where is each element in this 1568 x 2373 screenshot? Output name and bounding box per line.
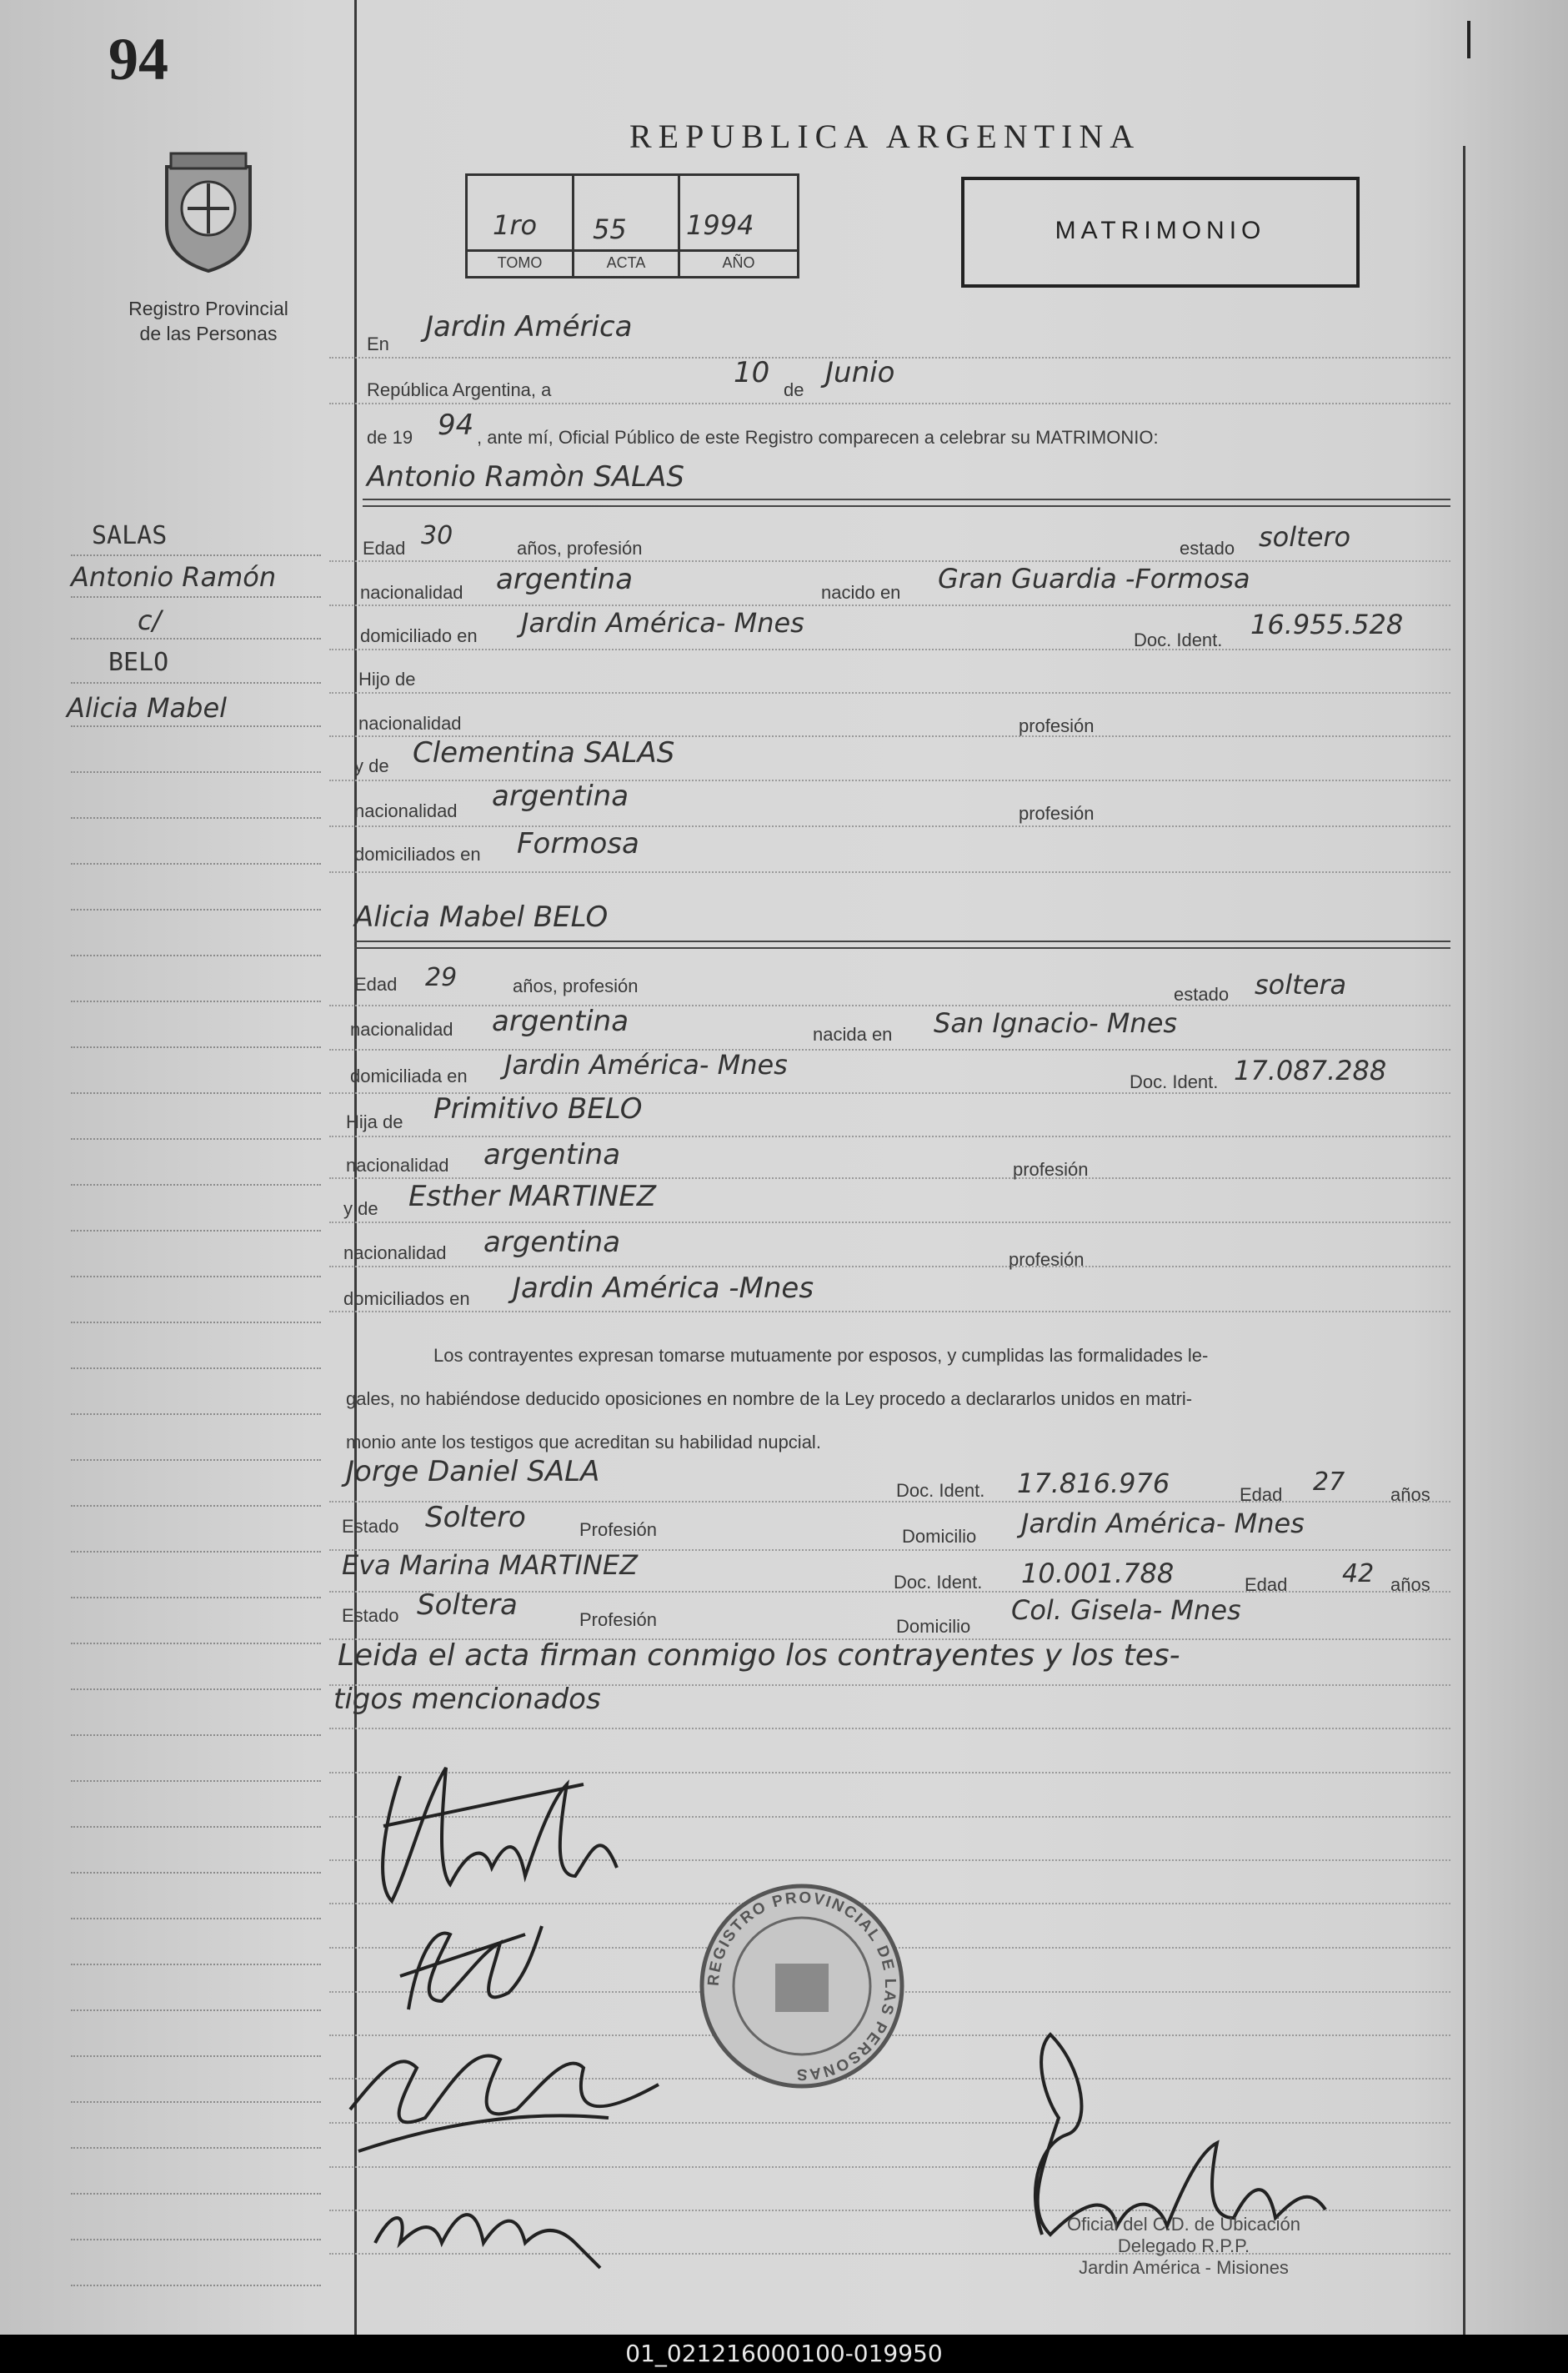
margin-line xyxy=(71,596,321,598)
registry-seal-icon xyxy=(154,150,263,275)
margin-line xyxy=(71,909,321,911)
witness2-doc: 10.001.788 xyxy=(1021,1558,1175,1589)
groom-nacido-label: nacido en xyxy=(821,582,901,603)
bride-mother: Esther MARTINEZ xyxy=(408,1180,657,1213)
groom-mother: Clementina SALAS xyxy=(413,736,675,770)
closing-line-1: Leida el acta firman conmigo los contrayentes y los tes- xyxy=(338,1638,1180,1673)
ano-value: 1994 xyxy=(686,209,754,241)
margin-line xyxy=(71,2147,321,2149)
registry-name: Registro Provincial de las Personas xyxy=(128,298,288,344)
margin-line xyxy=(71,771,321,773)
record-type-box xyxy=(961,177,1360,288)
tomo-value: 1ro xyxy=(493,209,538,241)
margin-line xyxy=(71,682,321,684)
witness2-estado: Soltera xyxy=(417,1588,518,1622)
form-line xyxy=(329,1177,1450,1179)
groom-parents-dom: Formosa xyxy=(517,827,639,860)
form-line xyxy=(329,1311,1450,1312)
margin-line xyxy=(71,817,321,819)
bride-mother-label: y de xyxy=(343,1198,378,1219)
witness1-doc: 17.816.976 xyxy=(1017,1467,1170,1499)
bride-edad-label: Edad xyxy=(354,974,398,995)
round-seal xyxy=(696,1880,909,2093)
margin-line xyxy=(71,1780,321,1782)
form-line xyxy=(329,1222,1450,1223)
bride-hija-label: Hija de xyxy=(346,1111,403,1132)
bride-nacida-label: nacida en xyxy=(813,1024,893,1045)
witness1-doc-label: Doc. Ident. xyxy=(896,1480,985,1501)
form-line xyxy=(329,560,1450,562)
witness2-prof-label: Profesión xyxy=(579,1609,657,1630)
groom-dom-label: domiciliado en xyxy=(360,625,478,646)
form-line xyxy=(329,825,1450,827)
witness1-estado: Soltero xyxy=(425,1501,526,1534)
bride-doc: 17.087.288 xyxy=(1234,1055,1387,1086)
margin-line xyxy=(71,1046,321,1048)
page-number: 94 xyxy=(108,26,168,93)
groom-nac-label: nacionalidad xyxy=(360,582,463,603)
margin-line xyxy=(71,1964,321,1965)
bride-parents-dom: Jardin América -Mnes xyxy=(513,1272,814,1305)
groom-signature xyxy=(367,1751,642,1918)
right-margin-rule xyxy=(1463,146,1465,2335)
margin-line xyxy=(71,1413,321,1415)
margin-line xyxy=(71,1092,321,1094)
margin-line xyxy=(71,1918,321,1919)
witness1-age: 27 xyxy=(1313,1467,1345,1497)
witness1-edad-label: Edad xyxy=(1240,1484,1283,1505)
witness1-dom-label: Domicilio xyxy=(902,1526,977,1547)
groom-birthplace: Gran Guardia -Formosa xyxy=(938,563,1250,595)
bride-estado: soltera xyxy=(1255,969,1347,1001)
form-line xyxy=(329,649,1450,650)
margin-line xyxy=(71,1184,321,1186)
groom-father-prof-label: profesión xyxy=(1019,715,1095,736)
margin-line xyxy=(71,1367,321,1369)
margin-line xyxy=(71,1826,321,1828)
marriage-month: Junio xyxy=(825,356,895,389)
form-line xyxy=(329,1728,1450,1729)
margin-line xyxy=(71,2285,321,2286)
groom-mother-nac: argentina xyxy=(492,780,629,813)
name-line xyxy=(354,947,1450,949)
bride-father-prof-label: profesión xyxy=(1013,1159,1089,1180)
witness2-anos-label: años xyxy=(1390,1574,1430,1595)
witness2-estado-label: Estado xyxy=(342,1605,399,1626)
groom-parents-dom-label: domiciliados en xyxy=(354,844,481,865)
bride-father: Primitivo BELO xyxy=(433,1092,643,1126)
groom-hijo-label: Hijo de xyxy=(358,669,416,690)
margin-line xyxy=(71,554,321,556)
groom-doc-label: Doc. Ident. xyxy=(1134,630,1223,650)
witness2-edad-label: Edad xyxy=(1245,1574,1288,1595)
name-line xyxy=(363,499,1450,500)
margin-line xyxy=(71,1322,321,1323)
year-prefix: de 19 xyxy=(367,427,413,448)
marriage-year: 94 xyxy=(438,409,474,442)
bride-estado-label: estado xyxy=(1174,984,1230,1005)
margin-line xyxy=(71,1597,321,1598)
margin-line xyxy=(71,2009,321,2011)
witness2-domicilio: Col. Gisela- Mnes xyxy=(1011,1594,1241,1626)
bride-signature xyxy=(383,1909,550,2034)
witness1-name: Jorge Daniel SALA xyxy=(346,1455,600,1488)
witness1-prof-label: Profesión xyxy=(579,1519,657,1540)
witness2-name: Eva Marina MARTINEZ xyxy=(342,1549,639,1581)
margin-line xyxy=(71,955,321,956)
official-stamp: Oficial del C.D. de Ubicación Delegado R.P.P. Jardin América - Misiones xyxy=(1066,2214,1300,2278)
intro-text: , ante mí, Oficial Público de este Registro comparecen a celebrar su MATRIMONIO: xyxy=(477,427,1159,448)
margin-line xyxy=(71,2239,321,2240)
declaration: Los contrayentes expresan tomarse mutuamente por esposos, y cumplidas las formalidades le- gales, no habiéndose deducido oposiciones en nombre de la Ley procedo a declararlos unidos en matri- monio ante los testigos que acreditan su habilidad nupcial. xyxy=(346,1345,1209,1452)
bride-domicilio: Jardin América- Mnes xyxy=(504,1049,788,1081)
margin-line xyxy=(71,2101,321,2103)
bride-father-nac-label: nacionalidad xyxy=(346,1155,449,1176)
margin-line xyxy=(71,1734,321,1736)
groom-nacionalidad: argentina xyxy=(496,563,634,596)
margin-line xyxy=(71,1276,321,1277)
margin-line xyxy=(71,1643,321,1644)
republica-label: República Argentina, a xyxy=(367,379,552,400)
witness2-age: 42 xyxy=(1342,1559,1375,1588)
bride-birthplace: San Ignacio- Mnes xyxy=(934,1007,1178,1039)
bride-nacionalidad: argentina xyxy=(492,1005,629,1038)
margin-line xyxy=(71,1551,321,1553)
groom-doc: 16.955.528 xyxy=(1250,609,1404,640)
margin-line xyxy=(71,863,321,865)
margin-line xyxy=(71,1230,321,1232)
witness2-signature xyxy=(367,2185,617,2276)
tomo-label: TOMO xyxy=(497,254,543,271)
groom-anos-label: años, profesión xyxy=(517,538,643,559)
bride-parents-dom-label: domiciliados en xyxy=(343,1288,470,1309)
bride-mother-nac-label: nacionalidad xyxy=(343,1242,447,1263)
form-line xyxy=(329,403,1450,404)
groom-estado-label: estado xyxy=(1180,538,1235,559)
margin-line xyxy=(71,725,321,727)
witness2-doc-label: Doc. Ident. xyxy=(894,1572,983,1593)
bride-mother-prof-label: profesión xyxy=(1009,1249,1085,1270)
margin-line xyxy=(71,2193,321,2195)
marriage-day: 10 xyxy=(734,356,770,389)
record-box xyxy=(465,173,799,278)
groom-mother-nac-label: nacionalidad xyxy=(354,800,458,821)
witness1-signature xyxy=(333,2018,667,2168)
bride-mother-nac: argentina xyxy=(483,1226,621,1259)
bride-anos-label: años, profesión xyxy=(513,976,639,996)
form-line xyxy=(329,1049,1450,1051)
marriage-place: Jardin América xyxy=(425,310,633,344)
groom-father-nac-label: nacionalidad xyxy=(358,713,462,734)
margin-line xyxy=(71,1459,321,1461)
groom-estado: soltero xyxy=(1259,521,1351,553)
groom-domicilio: Jardin América- Mnes xyxy=(521,607,804,639)
name-line xyxy=(363,505,1450,507)
margin-line xyxy=(71,1138,321,1140)
name-line xyxy=(354,941,1450,942)
groom-edad-label: Edad xyxy=(363,538,406,559)
margin-line xyxy=(71,1688,321,1690)
form-line xyxy=(329,871,1450,873)
bride-dom-label: domiciliada en xyxy=(350,1066,468,1086)
margin-line xyxy=(71,2055,321,2057)
header-title: REPUBLICA ARGENTINA xyxy=(629,118,1141,155)
acta-label: ACTA xyxy=(606,254,646,271)
ano-label: AÑO xyxy=(722,254,755,271)
groom-mother-prof-label: profesión xyxy=(1019,803,1095,824)
footer-id: 01_021216000100-019950 xyxy=(0,2335,1568,2373)
groom-name: Antonio Ramòn SALAS xyxy=(367,460,684,494)
groom-age: 30 xyxy=(421,521,453,550)
form-line xyxy=(329,1136,1450,1137)
witness2-dom-label: Domicilio xyxy=(896,1616,971,1637)
round-seal-text: REGISTRO PROVINCIAL DE LAS PERSONAS xyxy=(704,1889,899,2084)
acta-value: 55 xyxy=(593,213,627,245)
witness1-anos-label: años xyxy=(1390,1484,1430,1505)
record-type: MATRIMONIO xyxy=(1055,217,1266,244)
bride-name: Alicia Mabel BELO xyxy=(354,901,609,934)
groom-mother-label: y de xyxy=(354,755,389,776)
margin-line xyxy=(71,1872,321,1874)
bride-age: 29 xyxy=(425,963,458,992)
document-page: 94 Registro Provincial de las Personas SALAS Antonio Ramón c/ BELO Alicia Mabel REPUBLICA ARGENTINA 1ro 55 1994 TOMO ACTA AÑO MATRIMONIO En Jardin América República Argentina, a 10 de Junio de 19 94 , ante mí, Oficial Público de este Registro comparecen a celebrar su MATRIMONIO: Antonio Ramòn SALAS Edad 30 años, profesión estado soltero nacionalidad argentina nacido en Gran Guardia -Formosa domiciliado en Jardin América- Mnes Doc. Ident. 16.955.528 Hijo de nacionalidad profesión y de Clementina SALAS nacionalidad argentina profesión domiciliados en Formosa Alicia Mabel BELO Edad 29 años, profesión estado soltera nacionalidad argentina nacida en San Ignacio- Mnes domiciliada en Jardin América- Mnes Doc. Ident. 17.087.288 Hija de Primitivo BELO nacionalidad argentina profesión y de Esther MARTINEZ nacionalidad argentina profesión domiciliados en Jardin América -Mnes Los contrayentes expresan tomarse mutuamente por esposos, y cumplidas las formalidades le- gales, no habiéndose deducido oposiciones en nombre de la Ley procedo a declararlos unidos en matri- monio ante los testigos que acreditan su habilidad nupcial. Jorge Daniel SALA Doc. Ident. 17.816.976 Edad 27 años Estado Soltero Profesión Domicilio Jardin América- Mnes Eva Marina MARTINEZ Doc. Ident. 10.001.788 Edad 42 años Estado Soltera Profesión Domicilio Col. Gisela- Mnes Leida el acta firman conmigo los contrayentes y los tes- tigos mencionados Oficial del C.D. de Ubicación Delegado R.P.P. Jardin América - Misiones REGISTRO PROVINCIAL DE LAS PERSONAS xyxy=(0,0,1568,2335)
witness1-domicilio: Jardin América- Mnes xyxy=(1021,1508,1305,1539)
de-label: de xyxy=(784,379,804,400)
bride-father-nac: argentina xyxy=(483,1138,621,1171)
bride-nac-label: nacionalidad xyxy=(350,1019,453,1040)
closing-line-2: tigos mencionados xyxy=(333,1683,601,1716)
form-line xyxy=(329,1266,1450,1267)
form-line xyxy=(329,692,1450,694)
en-label: En xyxy=(367,334,389,354)
witness1-estado-label: Estado xyxy=(342,1516,399,1537)
bride-doc-label: Doc. Ident. xyxy=(1130,1071,1219,1092)
margin-line xyxy=(71,638,321,640)
margin-line xyxy=(71,1505,321,1507)
top-right-mark xyxy=(1467,21,1470,58)
form-line xyxy=(329,605,1450,606)
record-divider xyxy=(468,249,797,252)
margin-line xyxy=(71,1001,321,1002)
